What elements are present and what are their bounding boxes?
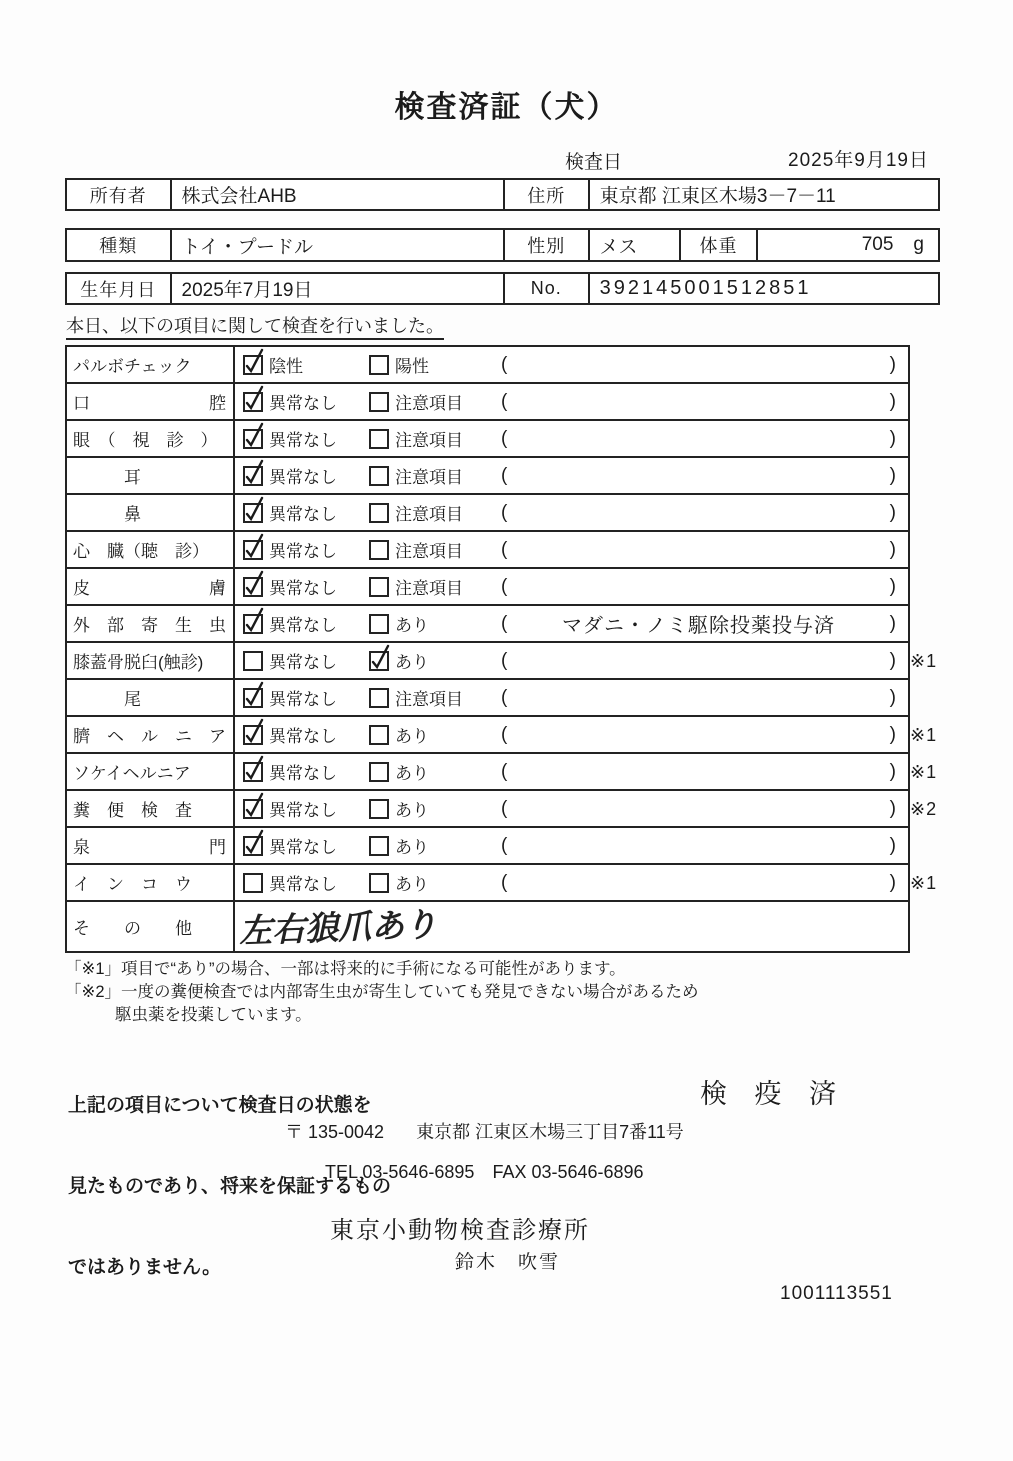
checkbox-label: あり <box>395 875 429 894</box>
checklist-option <box>367 611 479 636</box>
sex-value: メス <box>588 230 680 260</box>
checklist-row <box>67 643 938 680</box>
checkbox-label: 異常なし <box>269 764 337 783</box>
checklist-item-label: 鼻 <box>67 495 235 530</box>
owner-value: 株式会社AHB <box>170 180 503 209</box>
checkbox-checked <box>243 429 263 449</box>
checklist-row <box>67 384 908 421</box>
checkbox-checked <box>243 614 263 634</box>
checklist-row <box>67 606 908 643</box>
result-paren: ( ) <box>501 538 896 560</box>
checkbox-checked <box>243 392 263 412</box>
checklist-option <box>367 648 479 673</box>
checklist-item-label: 皮 膚 <box>67 569 235 604</box>
footnote-2-continued: 駆虫薬を投薬しています。 <box>115 1006 312 1024</box>
footnote-2: 「※2」一度の糞便検査では内部寄生虫が寄生していても発見できない場合があるため <box>65 983 699 1001</box>
pet-row <box>65 228 940 262</box>
clinic-street-address: 東京都 江東区木場三丁目7番11号 <box>416 1122 684 1142</box>
checkbox-label: 陽性 <box>395 357 429 376</box>
checklist-item-label: 糞 便 検 査 <box>67 791 235 826</box>
checkbox-label: 陰性 <box>269 357 303 376</box>
breed-label: 種類 <box>99 236 138 256</box>
checkbox-label: 注意項目 <box>395 542 463 561</box>
checkbox-label: 注意項目 <box>395 394 463 413</box>
checklist-item-label: 泉 門 <box>67 828 235 863</box>
quarantine-stamp: 検 疫 済 <box>700 1079 847 1109</box>
result-paren: ( ) <box>501 723 896 745</box>
microchip-no-value: 392145001512851 <box>588 274 938 303</box>
checkbox-label: あり <box>395 838 429 857</box>
checklist-row <box>67 754 938 791</box>
checklist-option <box>367 389 479 414</box>
checkbox-checked <box>243 762 263 782</box>
checkbox-checked <box>243 503 263 523</box>
checklist-option <box>367 574 479 599</box>
checklist-row <box>67 347 908 384</box>
document-serial-number: 1001113551 <box>780 1283 893 1304</box>
result-paren: ( ) <box>501 390 896 412</box>
result-paren: ( ) <box>501 649 896 671</box>
footnote-ref: ※1 <box>910 725 938 745</box>
checklist-option <box>235 500 367 525</box>
checklist-item-label: 眼 （ 視 診 ） <box>67 421 235 456</box>
inspection-date-value: 2025年9月19日 <box>788 150 929 171</box>
checkbox-checked <box>369 651 389 671</box>
checkbox-label: あり <box>395 764 429 783</box>
checkbox-unchecked <box>369 614 389 634</box>
checkbox-checked <box>243 466 263 486</box>
breed-value: トイ・プードル <box>170 230 503 260</box>
checkbox-label: あり <box>395 801 429 820</box>
footnotes <box>65 958 699 1027</box>
checklist-item-label: 尾 <box>67 680 235 715</box>
checkbox-label: 注意項目 <box>395 690 463 709</box>
checkbox-label: 異常なし <box>269 542 337 561</box>
checklist-option <box>235 352 367 377</box>
checkbox-unchecked <box>369 762 389 782</box>
checkbox-label: 異常なし <box>269 838 337 857</box>
checkbox-label: 注意項目 <box>395 579 463 598</box>
result-paren: ( ) <box>501 427 896 449</box>
checklist-option <box>367 870 479 895</box>
checkbox-unchecked <box>369 873 389 893</box>
result-paren: ( ) <box>501 834 896 856</box>
checklist-item-label: パルボチェック <box>67 347 235 382</box>
checklist-item-label: 臍 ヘ ル ニ ア <box>67 717 235 752</box>
result-paren: ( ) <box>501 760 896 782</box>
checkbox-label: 異常なし <box>269 690 337 709</box>
checklist-row <box>67 828 908 865</box>
checkbox-label: 異常なし <box>269 468 337 487</box>
checkbox-label: あり <box>395 653 429 672</box>
checklist-option <box>367 426 479 451</box>
checklist-option <box>235 870 367 895</box>
postal-code: 〒 135-0042 <box>285 1122 385 1142</box>
checklist-row <box>67 791 938 828</box>
checklist-row <box>67 495 908 532</box>
weight-label: 体重 <box>679 230 756 260</box>
weight-unit: g <box>913 234 924 255</box>
checklist-option <box>235 389 367 414</box>
checkbox-checked <box>243 799 263 819</box>
checklist-option <box>367 759 479 784</box>
checklist-option <box>367 463 479 488</box>
checklist-row <box>67 421 908 458</box>
checklist-item-label: ソケイヘルニア <box>67 754 235 789</box>
result-paren: ( マダニ・ノミ駆除投薬投与済 ) <box>479 609 908 638</box>
checkbox-unchecked <box>369 688 389 708</box>
checklist-option <box>235 611 367 636</box>
checklist-item-label: 心 臓（聴 診） <box>67 532 235 567</box>
inspection-date-label: 検査日 <box>565 152 623 173</box>
owner-label: 所有者 <box>89 185 147 206</box>
checklist-option <box>235 537 367 562</box>
checklist-option <box>367 500 479 525</box>
checklist-row <box>67 458 908 495</box>
checklist-option <box>235 574 367 599</box>
checkbox-checked <box>243 836 263 856</box>
checklist-option <box>235 648 367 673</box>
result-paren: ( ) <box>501 575 896 597</box>
checklist-item-label: 外 部 寄 生 虫 <box>67 606 235 641</box>
checkbox-label: 注意項目 <box>395 431 463 450</box>
checkbox-label: 異常なし <box>269 505 337 524</box>
checkbox-label: 異常なし <box>269 727 337 746</box>
footnote-1: 「※1」項目で“あり”の場合、一部は将来的に手術になる可能性があります。 <box>65 960 626 978</box>
checkbox-unchecked <box>369 429 389 449</box>
checklist-option <box>235 463 367 488</box>
result-paren: ( ) <box>501 686 896 708</box>
checklist-option <box>235 796 367 821</box>
sex-label: 性別 <box>503 230 588 260</box>
checklist-option <box>367 833 479 858</box>
checklist-item-label: 口 腔 <box>67 384 235 419</box>
checkbox-unchecked <box>369 540 389 560</box>
checkbox-unchecked <box>369 577 389 597</box>
birth-value: 2025年7月19日 <box>170 274 503 303</box>
footnote-ref: ※2 <box>910 799 938 819</box>
result-paren: ( ) <box>501 353 896 375</box>
clinic-address-line <box>285 1118 684 1144</box>
handwritten-note: 左右狼爪あり <box>238 907 438 951</box>
checklist-option <box>235 426 367 451</box>
page-title: 検査済証（犬） <box>394 91 619 124</box>
checklist-option <box>367 796 479 821</box>
checkbox-checked <box>243 355 263 375</box>
checklist-option <box>235 722 367 747</box>
checklist-option <box>367 685 479 710</box>
checkbox-unchecked <box>369 503 389 523</box>
checkbox-checked <box>243 577 263 597</box>
checklist-option <box>367 722 479 747</box>
checkbox-label: 異常なし <box>269 579 337 598</box>
owner-row <box>65 178 940 211</box>
checklist-row <box>67 680 908 717</box>
clinic-name: 東京小動物検査診療所 <box>330 1217 590 1244</box>
checkbox-label: 異常なし <box>269 875 337 894</box>
checkbox-checked <box>243 725 263 745</box>
checklist-option <box>235 685 367 710</box>
checkbox-unchecked <box>369 725 389 745</box>
checklist-item-label: 耳 <box>67 458 235 493</box>
checklist-item-label: イ ン コ ウ <box>67 865 235 900</box>
checklist-item-label: そ の 他 <box>67 902 235 951</box>
veterinarian-name: 鈴木 吹雪 <box>455 1252 561 1273</box>
result-paren-text: マダニ・ノミ駆除投薬投与済 <box>562 615 835 637</box>
result-paren: ( ) <box>501 871 896 893</box>
checkbox-unchecked <box>243 873 263 893</box>
weight-number: 705 <box>861 234 894 255</box>
checkbox-unchecked <box>369 799 389 819</box>
address-label: 住所 <box>503 180 588 209</box>
statement-line: 本日、以下の項目に関して検査を行いました。 <box>66 312 444 338</box>
footnote-ref: ※1 <box>910 873 938 893</box>
checklist-row <box>67 569 908 606</box>
checkbox-label: 注意項目 <box>395 468 463 487</box>
checkbox-label: 異常なし <box>269 394 337 413</box>
checkbox-unchecked <box>369 836 389 856</box>
birth-row <box>65 272 940 305</box>
checklist-row <box>67 532 908 569</box>
checklist-item-label: 膝蓋骨脱臼(触診) <box>67 643 235 678</box>
checklist-row <box>67 717 938 754</box>
result-paren: ( ) <box>501 797 896 819</box>
checklist-option <box>367 352 479 377</box>
checkbox-unchecked <box>369 466 389 486</box>
checklist-row <box>67 902 908 951</box>
disclaimer-text: 上記の項目について検査日の状態を 見たものであり、将来を保証するもの ではありません。 <box>68 1095 392 1278</box>
checkbox-label: 異常なし <box>269 431 337 450</box>
checkbox-label: 異常なし <box>269 801 337 820</box>
birth-label: 生年月日 <box>80 279 157 300</box>
result-paren: ( ) <box>501 501 896 523</box>
checkbox-label: 異常なし <box>269 653 337 672</box>
checkbox-label: 異常なし <box>269 616 337 635</box>
microchip-no-label: No. <box>503 274 588 303</box>
checklist-option <box>235 833 367 858</box>
address-value: 東京都 江東区木場3－7－11 <box>588 180 938 209</box>
checklist-option <box>367 537 479 562</box>
checklist-option <box>235 759 367 784</box>
footnote-ref: ※1 <box>910 762 938 782</box>
footnote-ref: ※1 <box>910 651 938 671</box>
checkbox-label: あり <box>395 727 429 746</box>
result-paren: ( ) <box>501 464 896 486</box>
clinic-tel-fax: TEL 03-5646-6895 FAX 03-5646-6896 <box>325 1162 644 1182</box>
weight-value <box>756 230 938 260</box>
checkbox-label: あり <box>395 616 429 635</box>
checklist-row <box>67 865 938 902</box>
checkbox-unchecked <box>369 392 389 412</box>
checkbox-unchecked <box>369 355 389 375</box>
checkbox-label: 注意項目 <box>395 505 463 524</box>
checkbox-unchecked <box>243 651 263 671</box>
checklist-table <box>65 345 938 953</box>
checkbox-checked <box>243 688 263 708</box>
checkbox-checked <box>243 540 263 560</box>
